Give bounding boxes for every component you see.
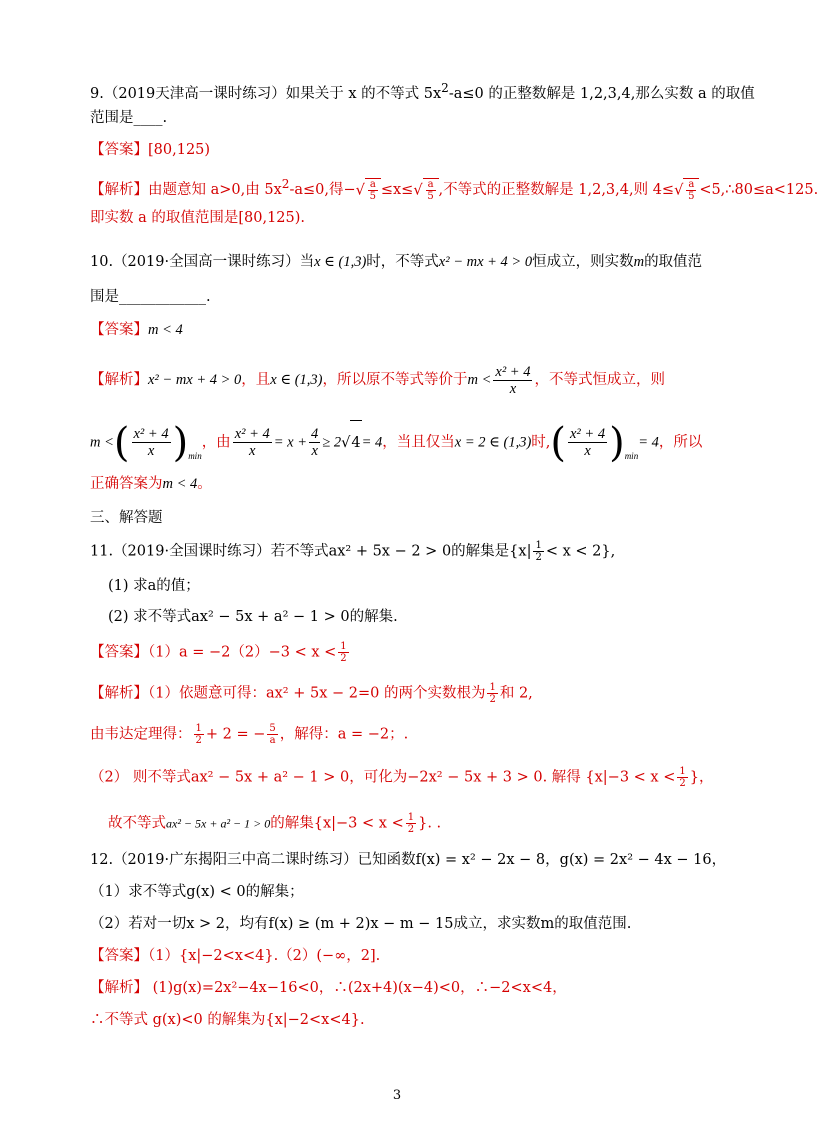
q9-line1: 9.（2019天津高一课时练习）如果关于 x 的不等式 $5x^2-a\le 0$ 的正整数解是 1,2,3,4,那么实数 a 的取值 [90,81,755,102]
fraction: $\frac{\text{x² + 4}}{x}$ [495,363,531,397]
q10-answer [90,320,183,340]
q12-part2: （2）若对一切x > 2，均有f(x) ≥ (m + 2)x − m − 15成立，求实数m的取值范围. [90,916,632,932]
answer-label: 【答案】 [90,322,148,338]
analysis-label: 【解析】 [90,980,148,996]
answer-value: （1）{x|−2<x<4}.（2）(−∞，2]. [148,948,381,964]
question-number: 12. [90,852,114,868]
analysis-label: 【解析】 [90,372,148,388]
q11-analysis-line2: 由韦达定理得： $\frac{1}{2}$ + 2 = − $\frac{5}{a}$ ，解得：a = −2；. [90,723,409,746]
q10-line1: 10.（2019·全国高一课时练习）当x ∈ (1,3)时，不等式x² − mx + 4 > 0恒成立，则实数m的取值范 [90,254,703,270]
answer-label: 【答案】 [90,142,148,158]
question-source: （2019·全国高一课时练习） [113,254,300,270]
analysis-label: 【解析】 [90,685,148,702]
question-source: （2019·广东揭阳三中高二课时练习） [113,852,358,868]
section-heading: 三、解答题 [90,510,163,526]
answer-value: m < 4 [148,322,183,338]
q10-analysis-line1: 【解析】x² − mx + 4 > 0，且x ∈ (1,3)，所以原不等式等价于m < $\frac{\text{x² + 4}}{x}$ ，不等式恒成立，则 [90,363,665,397]
q11-part1: (1) 求a的值； [108,578,200,594]
q9-line2: 范围是____. [90,110,168,126]
q12-line1: 12.（2019·广东揭阳三中高二课时练习）已知函数f(x) = x² − 2x − 8，g(x) = 2x² − 4x − 16， [90,852,727,868]
q12-part1: （1）求不等式g(x) < 0的解集； [90,884,304,900]
question-number: 11. [90,543,114,560]
analysis-label: 【解析】 [90,181,148,198]
answer-value: （1）a = −2（2）−3 < x < [148,644,337,661]
q9-analysis-line2: 即实数 a 的取值范围是[80,125). [90,210,306,226]
q10-line2: 围是____________. [90,289,211,305]
page-number: 3 [392,1088,402,1103]
answer-label: 【答案】 [90,948,148,964]
q11-line1: 11.（2019·全国课时练习）若不等式ax² + 5x − 2 > 0的解集是{x| $\frac{1}{2}$ < x < 2}, [90,540,616,563]
q12-analysis-line2: ∴不等式 g(x)<0 的解集为{x|−2<x<4}. [90,1012,365,1028]
q11-analysis-line1: 【解析】（1）依题意可得：ax² + 5x − 2=0 的两个实数根为 $\frac{1}{2}$ 和 2, [90,682,533,705]
question-source: （2019·全国课时练习） [113,543,271,560]
answer-label: 【答案】 [90,644,148,661]
q12-analysis-line1: 【解析】 (1)g(x)=2x²−4x−16<0，∴(2x+4)(x−4)<0，∴−2<x<4， [90,980,567,996]
q11-analysis-line4: 故不等式ax² − 5x + a² − 1 > 0的解集{x|−3 < x < $\frac{1}{2}$ }. . [108,812,442,835]
question-number: 9. [90,85,104,102]
q9-analysis-line1: 【解析】由题意知 a>0,由 $5x^2-a\le 0$,得−√ $\frac{a}{5}$ ≤x≤√ $\frac{a}{5}$ ,不等式的正整数解是 1,2,3,4,则 4≤√ $\frac{a}{5}$ <5,∴80≤a<125. [90,177,818,202]
answer-value: [80,125) [148,142,211,158]
q9-answer [90,140,210,160]
q11-answer: 【答案】（1）a = −2（2）−3 < x < $\frac{1}{2}$ [90,641,347,664]
q11-analysis-line3: （2） 则不等式ax² − 5x + a² − 1 > 0，可化为−2x² − 5x + 3 > 0. 解得 {x|−3 < x < $\frac{1}{2}$ }， [90,766,714,789]
q12-answer [90,946,380,966]
q10-analysis-line3: 正确答案为m < 4。 [90,476,212,492]
sqrt-a-over-5: √ $\frac{a}{5}$ [356,178,381,202]
q10-analysis-line2: m <( $\frac{\text{x² + 4}}{x}$ )$_{min}$，由 $\frac{\text{x² + 4}}{x}$ = x + $\frac{4}{x}$ ≥ 2√4= 4，当且仅当x = 2 ∈ (1,3)时,( $\frac{\text{x² + 4}}{x}$ )$_{min}= 4$，所以 [90,419,703,466]
question-source: （2019天津高一课时练习） [103,85,286,102]
q11-part2: (2) 求不等式ax² − 5x + a² − 1 > 0的解集. [108,609,398,625]
question-number: 10. [90,254,114,270]
